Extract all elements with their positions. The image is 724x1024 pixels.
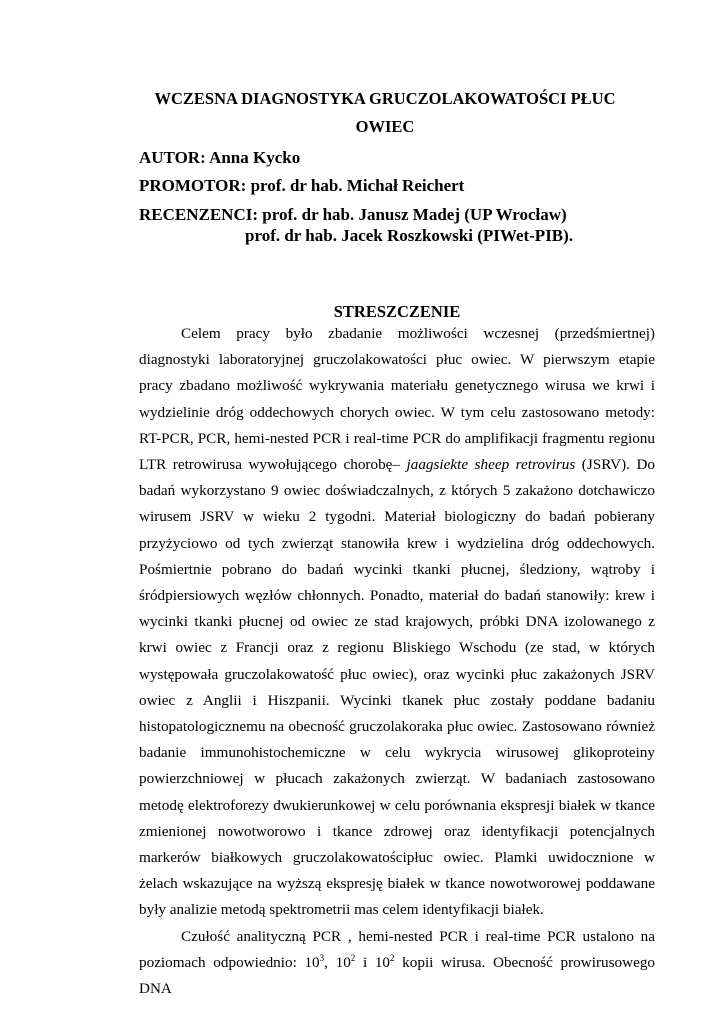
reviewers-line-continuation: prof. dr hab. Jacek Roszkowski (PIWet-PIB). [245, 226, 574, 245]
abstract-heading: STRESZCZENIE [333, 302, 461, 321]
abstract-paragraph-2 [139, 924, 655, 1003]
paragraph-text: kopii wirusa. Obecność prowirusowego DNA [139, 953, 656, 998]
exponent: 3 [319, 952, 325, 963]
exponent: 2 [390, 952, 395, 963]
paragraph-text: (JSRV). Do badań wykorzystano 9 owiec doświadczalnych, z których 5 zakażono dotchawiczo wirusem JSRV w wieku 2 tygodni. Materiał biologiczny do badań pobierany przyżyciowo od tych zwierząt stanowiła krew i wydzielina dróg oddechowych. Pośmiertnie pobrano do badań wycinki tkanki płucnej, śledziony, wątroby i śródpiersiowych węzłów chłonnych. Ponadto, materiał do badań stanowiły: krew i wycinki tkanki płucnej od owiec ze stad krajowych, próbki DNA izolowanego z krwi owiec z Francji oraz z regionu Bliskiego Wschodu (ze stad, w których występowała gruczolakowatość płuc owiec), oraz wycinki płuc zakażonych JSRV owiec z Anglii i Hiszpanii. Wycinki tkanek płuc zostały poddane badaniu histopatologicznemu na obecność gruczolakoraka płuc owiec. Zastosowano również badanie immunohistochemiczne w celu wykrycia wirusowej glikoproteiny powierzchniowej w płucach zakażonych zwierząt. W badaniach zastosowano metodę elektroforezy dwukierunkowej w celu porównania ekspresji białek w tkance zmienionej nowotworowo i tkance zdrowej oraz identyfikacji potencjalnych markerów białkowych gruczolakowatościpłuc owiec. Plamki uwidocznione w żelach wskazujące na wyższą ekspresję białek w tkance nowotworowej poddawane były analizie metodą spektrometrii mas celem identyfikacji białek. [139, 456, 656, 919]
paragraph-text: i 10 [355, 953, 391, 971]
promotor-line: PROMOTOR: prof. dr hab. Michał Reichert [139, 176, 465, 195]
author-line: AUTOR: Anna Kycko [139, 148, 301, 167]
exponent: 2 [350, 952, 356, 963]
paragraph-text: , 10 [324, 953, 351, 971]
paragraph-text: Celem pracy było zbadanie możliwości wczesnej (przedśmiertnej) diagnostyki laboratoryjnej gruczolakowatości płuc owiec. W pierwszym etapie pracy zbadano możliwość wykrywania materiału genetycznego wirusa we krwi i wydzielinie dróg oddechowych chorych owiec. W tym celu zastosowano metody: RT-PCR, PCR, hemi-nested PCR i real-time PCR do amplifikacji fragmentu regionu LTR retrowirusa wywołującego chorobę– [139, 325, 655, 474]
abstract-paragraph-1 [139, 321, 655, 924]
abstract-body [139, 321, 655, 1002]
document-title: WCZESNA DIAGNOSTYKA GRUCZOLAKOWATOŚCI PŁUC [154, 89, 616, 108]
document-title-continuation: OWIEC [355, 117, 415, 136]
paragraph-text: Czułość analityczną PCR , hemi-nested PCR i real-time PCR ustalono na poziomach odpowiednio: 10 [139, 927, 655, 971]
reviewers-line: RECENZENCI: prof. dr hab. Janusz Madej (UP Wrocław) [139, 205, 567, 224]
virus-name-italic: jaagsiekte sheep retrovirus [406, 456, 576, 474]
